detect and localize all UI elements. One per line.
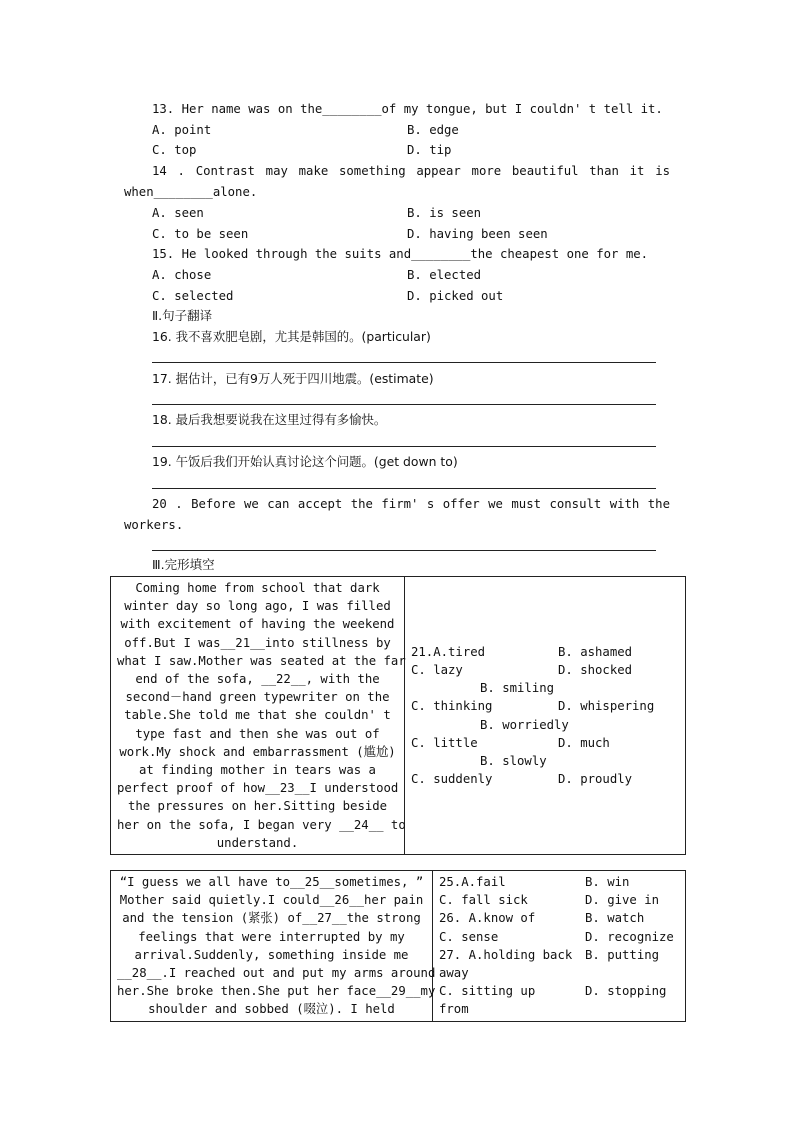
cloze-2-line: “I guess we all have to__25__sometimes, ”: [119, 875, 424, 889]
cloze-1-option[interactable]: C. little: [411, 735, 478, 750]
cloze-2-option[interactable]: D. stopping: [585, 984, 667, 999]
cloze-2-option[interactable]: B. win: [585, 875, 630, 889]
cloze-2-option-row: [439, 982, 679, 1000]
question-14-option-d: D. having been seen: [407, 227, 548, 241]
cloze-table-2: [110, 870, 686, 1022]
cloze-2-line: her.She broke then.She put her face__29__my: [117, 984, 436, 999]
question-13-option-b: B. edge: [407, 123, 459, 137]
question-14-option-b: B. is seen: [407, 206, 482, 220]
options-1-rows: [411, 643, 679, 789]
cloze-1-line: work.My shock and embarrassment (尴尬): [119, 744, 396, 759]
cloze-1-line: understand.: [216, 835, 299, 850]
cloze-2-line: shoulder and sobbed (啜泣). I held: [148, 1002, 395, 1017]
question-15-option-a: A. chose: [152, 268, 212, 282]
cloze-1-option-row: [411, 752, 679, 770]
cloze-1-line: Coming home from school that dark: [135, 581, 380, 595]
translation-16: 16. 我不喜欢肥皂剧，尤其是韩国的。(particular): [152, 329, 431, 344]
cloze-1-line: table.She told me that she couldn' t: [124, 708, 391, 723]
answer-line-17[interactable]: [152, 404, 656, 405]
cloze-1-option[interactable]: B. ashamed: [558, 644, 633, 659]
cloze-1-option[interactable]: C. thinking: [411, 699, 493, 714]
cloze-2-option[interactable]: from: [439, 1002, 469, 1017]
question-14-stem-line2: when________alone.: [124, 185, 258, 199]
question-13-stem: 13. Her name was on the________of my tongue, but I couldn' t tell it.: [152, 102, 663, 116]
cloze-1-option[interactable]: 21.A.tired: [411, 644, 486, 659]
cloze-options-1: [405, 577, 686, 855]
cloze-passage-1: [111, 577, 405, 855]
answer-line-16[interactable]: [152, 362, 656, 363]
question-15-option-b: B. elected: [407, 268, 482, 282]
question-14-option-c: C. to be seen: [152, 227, 249, 241]
cloze-passage-2: [111, 871, 436, 1022]
question-13-option-c: C. top: [152, 143, 197, 157]
question-15-option-d: D. picked out: [407, 289, 504, 303]
cloze-1-option-row: [411, 643, 679, 661]
cloze-2-option[interactable]: away: [439, 965, 469, 980]
cloze-1-line: with excitement of having the weekend: [120, 617, 395, 632]
cloze-1-option[interactable]: C. lazy: [411, 662, 463, 677]
cloze-1-option[interactable]: B. smiling: [480, 681, 555, 696]
cloze-1-line: end of the sofa, __22__, with the: [135, 672, 380, 687]
question-14-option-a: A. seen: [152, 206, 204, 220]
translation-20-line1: 20 . Before we can accept the firm' s offer we must consult with the: [152, 497, 670, 511]
cloze-2-option[interactable]: 25.A.fail: [439, 875, 506, 889]
translation-20-line2: workers.: [124, 518, 184, 532]
cloze-2-line: arrival.Suddenly, something inside me: [134, 947, 409, 962]
cloze-1-line: off.But I was__21__into stillness by: [124, 635, 391, 650]
cloze-1-line: type fast and then she was out of: [135, 726, 380, 741]
cloze-1-line: at finding mother in tears was a: [139, 763, 376, 778]
cloze-1-option-row: [411, 716, 679, 734]
cloze-2-option-row: [439, 891, 679, 909]
cloze-1-line: winter day so long ago, I was filled: [124, 599, 391, 614]
cloze-2-option[interactable]: D. recognize: [585, 929, 674, 944]
cloze-1-option-row: [411, 770, 679, 788]
question-13-option-a: A. point: [152, 123, 212, 137]
cloze-2-line: feelings that were interrupted by my: [138, 929, 405, 944]
cloze-2-option[interactable]: 27. A.holding back: [439, 947, 573, 962]
cloze-1-line: what I saw.Mother was seated at the far: [117, 653, 406, 668]
cloze-1-line: her on the sofa, I began very __24__ to: [117, 817, 406, 832]
answer-line-18[interactable]: [152, 446, 656, 447]
cloze-2-line: __28__.I reached out and put my arms around: [117, 966, 436, 981]
cloze-1-line: second－hand green typewriter on the: [125, 690, 390, 705]
cloze-2-option[interactable]: D. give in: [585, 893, 660, 908]
cloze-1-line: the pressures on her.Sitting beside: [127, 799, 388, 814]
cloze-1-option[interactable]: D. shocked: [558, 662, 633, 677]
cloze-1-option-row: [411, 661, 679, 679]
answer-line-19[interactable]: [152, 488, 656, 489]
cloze-2-option-row: [439, 928, 679, 946]
passage-1-lines: [117, 579, 406, 852]
cloze-1-option[interactable]: D. much: [558, 735, 610, 750]
passage-2-lines: [117, 873, 436, 1019]
cloze-2-option[interactable]: B. putting: [585, 947, 660, 962]
cloze-2-option-row: [439, 946, 679, 964]
cloze-1-option-row: [411, 697, 679, 715]
cloze-2-line: and the tension (紧张) of__27__the strong: [122, 911, 421, 926]
cloze-1-line: perfect proof of how__23__I understood: [117, 781, 399, 796]
question-13-option-d: D. tip: [407, 143, 452, 157]
cloze-1-option-row: [411, 679, 679, 697]
cloze-2-option[interactable]: C. fall sick: [439, 893, 528, 908]
translation-19: 19. 午饭后我们开始认真讨论这个问题。(get down to): [152, 454, 458, 469]
section-2-title: Ⅱ.句子翻译: [152, 308, 213, 323]
cloze-2-option[interactable]: C. sitting up: [439, 984, 536, 999]
cloze-1-option[interactable]: B. slowly: [480, 753, 547, 768]
options-2-rows: [439, 873, 679, 1019]
translation-18: 18. 最后我想要说我在这里过得有多愉快。: [152, 412, 387, 427]
cloze-options-2: [433, 871, 686, 1022]
cloze-1-option[interactable]: D. whispering: [558, 699, 655, 714]
cloze-table-1: [110, 576, 686, 855]
question-15-option-c: C. selected: [152, 289, 234, 303]
cloze-2-option[interactable]: 26. A.know of: [439, 911, 536, 926]
section-3-title: Ⅲ.完形填空: [152, 557, 215, 572]
cloze-2-option-row: [439, 1000, 679, 1018]
cloze-2-line: Mother said quietly.I could__26__her pain: [119, 893, 424, 908]
answer-line-20[interactable]: [152, 550, 656, 551]
cloze-2-option-row: [439, 964, 679, 982]
translation-17: 17. 据估计，已有9万人死于四川地震。(estimate): [152, 371, 434, 386]
cloze-2-option[interactable]: C. sense: [439, 929, 499, 944]
cloze-2-option-row: [439, 873, 679, 891]
cloze-1-option[interactable]: B. worriedly: [480, 717, 569, 732]
cloze-2-option[interactable]: B. watch: [585, 911, 645, 926]
question-15-stem: 15. He looked through the suits and________the cheapest one for me.: [152, 247, 649, 261]
cloze-2-option-row: [439, 909, 679, 927]
cloze-1-option[interactable]: D. proudly: [558, 772, 633, 787]
cloze-1-option[interactable]: C. suddenly: [411, 772, 493, 787]
cloze-1-option-row: [411, 734, 679, 752]
question-14-stem-line1: 14 . Contrast may make something appear more beautiful than it is: [152, 164, 670, 178]
